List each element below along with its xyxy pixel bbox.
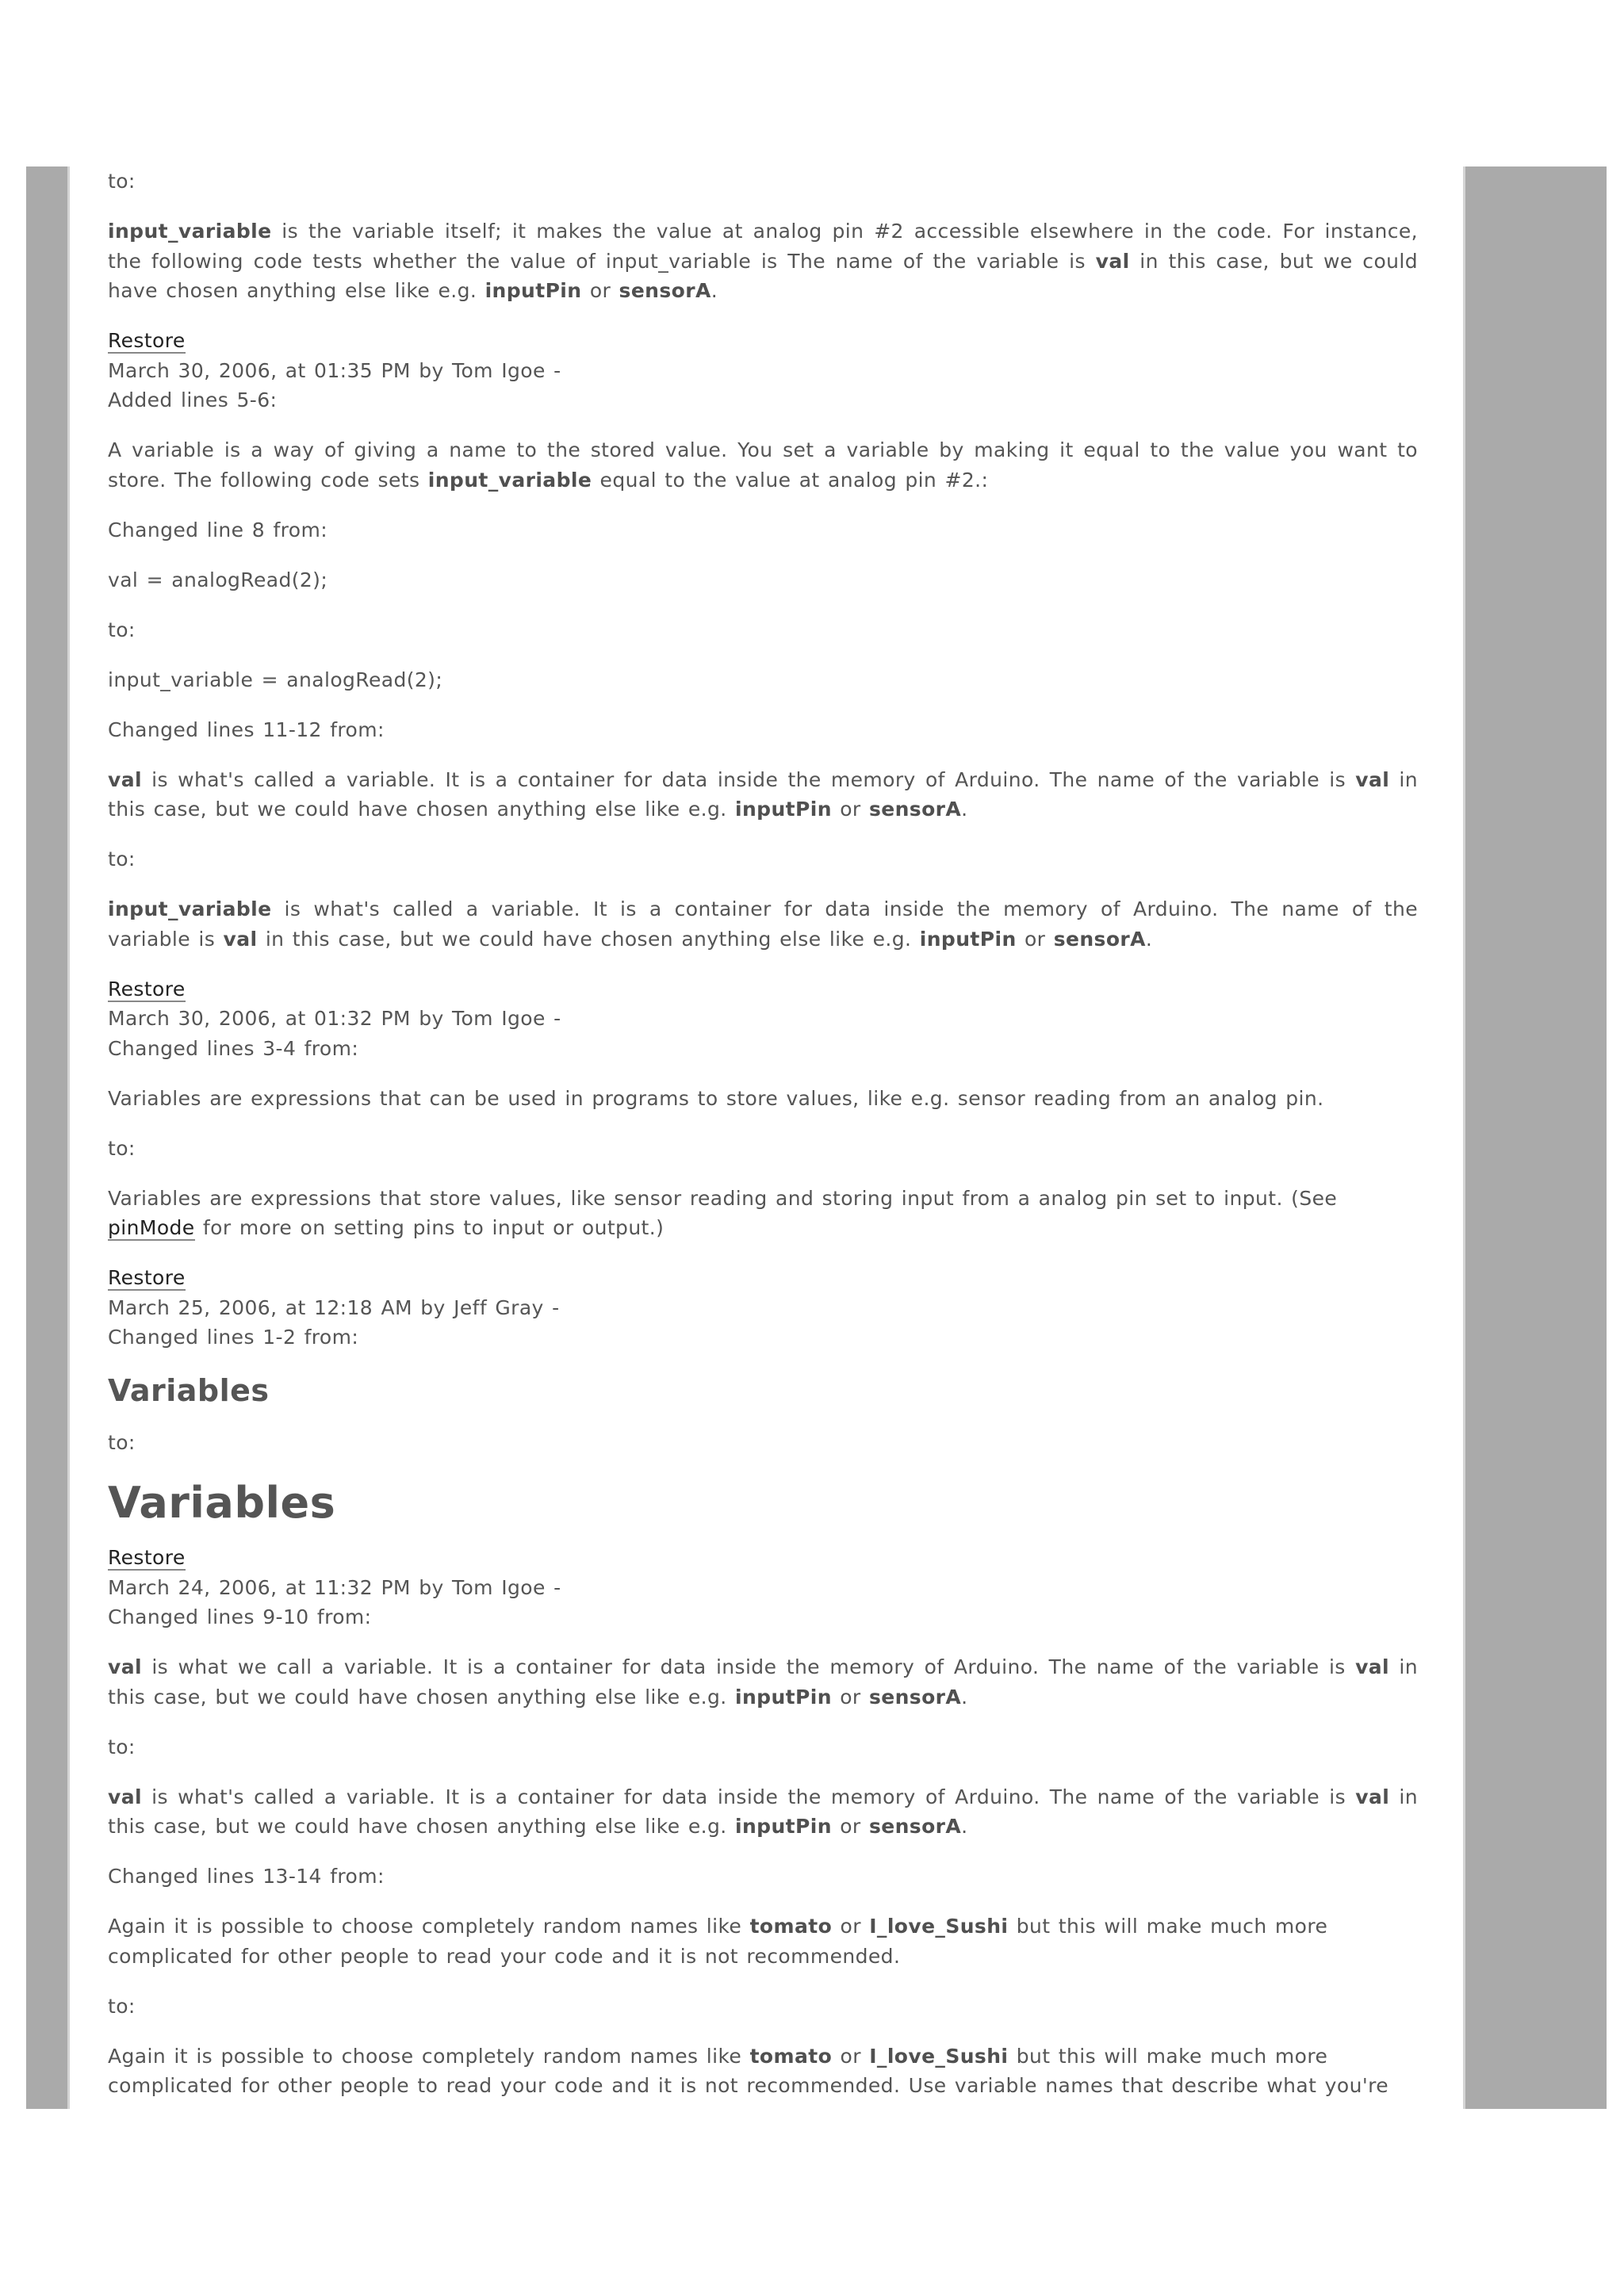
- text-run: is what's called a variable. It is a container for data inside the memory of Arduino. The name of the variable is: [141, 767, 1356, 791]
- text-run: to:: [108, 1994, 136, 2018]
- text-run: or: [1016, 927, 1054, 951]
- inline-link[interactable]: pinMode: [108, 1216, 195, 1239]
- paragraph: [108, 665, 1418, 695]
- text-run: in this case, but we could have chosen anything else like e.g.: [108, 767, 1418, 821]
- text-run: or: [831, 1815, 869, 1838]
- bold-term: val: [1355, 1655, 1390, 1678]
- bold-term: sensorA: [868, 1815, 962, 1838]
- paragraph: [108, 1732, 1418, 1762]
- bold-term: input_variable: [108, 220, 272, 243]
- paragraph: [108, 615, 1418, 645]
- text-run: is the variable itself; it makes the value at analog pin #2 accessible elsewhere in the code. For instance, the following code tests whether the value of input_variable is The name of the variable is: [108, 220, 1418, 273]
- bold-term: sensorA: [868, 798, 962, 821]
- text-run: .: [961, 798, 968, 821]
- right-sidebar-band: [1463, 166, 1607, 2109]
- bold-term: inputPin: [734, 798, 832, 821]
- text-run: is what's called a variable. It is a container for data inside the memory of Arduino. The name of the variable is: [108, 897, 1418, 951]
- paragraph: [108, 2042, 1418, 2101]
- bold-term: tomato: [749, 2044, 833, 2068]
- revision-entry: [108, 326, 1418, 415]
- paragraph: [108, 166, 1418, 197]
- text-run: for more on setting pins to input or output.): [194, 1216, 665, 1239]
- paragraph: [108, 1652, 1418, 1712]
- text-run: in this case, but we could have chosen anything else like e.g.: [108, 1655, 1418, 1709]
- revision-entry: [108, 1543, 1418, 1632]
- paragraph: [108, 1911, 1418, 1971]
- bold-term: val: [108, 1785, 142, 1808]
- text-run: in this case, but we could have chosen anything else like e.g.: [257, 927, 920, 951]
- bold-term: val: [223, 927, 258, 951]
- paragraph: [108, 1184, 1418, 1243]
- text-run: A variable is a way of giving a name to the stored value. You set a variable by making it equal to the value you want to store. The following code sets: [108, 438, 1418, 492]
- page-history-content: [108, 166, 1418, 2109]
- text-run: Variables are expressions that can be used in programs to store values, like e.g. sensor reading from an analog pin.: [108, 1086, 1324, 1110]
- bold-term: I_love_Sushi: [869, 2044, 1009, 2068]
- bold-term: input_variable: [108, 897, 272, 920]
- restore-link[interactable]: Restore: [108, 1266, 186, 1289]
- revision-date: March 24, 2006, at 11:32 PM by Tom Igoe -: [108, 1575, 561, 1599]
- bold-term: input_variable: [427, 468, 592, 492]
- text-run: or: [832, 1915, 870, 1938]
- revision-change: Changed lines 1-2 from:: [108, 1326, 359, 1349]
- text-run: Variables are expressions that store values, like sensor reading and storing input from a analog pin set to input. (See: [108, 1186, 1338, 1210]
- text-run: to:: [108, 170, 136, 193]
- text-run: equal to the value at analog pin #2.:: [592, 468, 989, 492]
- heading-variables-small: Variables: [108, 1373, 270, 1408]
- text-run: .: [961, 1815, 968, 1838]
- text-run: or: [831, 798, 869, 821]
- text-run: to:: [108, 618, 136, 641]
- text-run: to:: [108, 1136, 136, 1160]
- text-run: or: [831, 1685, 869, 1709]
- revision-change: Added lines 5-6:: [108, 388, 278, 411]
- text-run: .: [710, 279, 718, 302]
- bold-term: tomato: [749, 1915, 833, 1938]
- paragraph: [108, 1782, 1418, 1842]
- text-run: val = analogRead(2);: [108, 568, 328, 591]
- heading-variables-large: Variables: [108, 1478, 336, 1528]
- text-run: Changed line 8 from:: [108, 518, 328, 541]
- left-sidebar-band: [26, 166, 70, 2109]
- restore-line: [108, 1263, 1418, 1293]
- restore-link[interactable]: Restore: [108, 329, 186, 352]
- bold-term: inputPin: [734, 1685, 832, 1709]
- restore-link[interactable]: Restore: [108, 1546, 186, 1569]
- text-run: Again it is possible to choose completely random names like: [108, 1915, 750, 1938]
- text-run: Changed lines 13-14 from:: [108, 1865, 385, 1888]
- bold-term: sensorA: [619, 279, 711, 302]
- bold-term: sensorA: [1053, 927, 1146, 951]
- text-run: in this case, but we could have chosen anything else like e.g.: [108, 249, 1418, 302]
- paragraph: [108, 435, 1418, 495]
- text-run: is what's called a variable. It is a container for data inside the memory of Arduino. The name of the variable is: [141, 1785, 1356, 1808]
- text-run: but this will make much more complicated for other people to read your code and it is not recommended.: [108, 1915, 1328, 1968]
- restore-link[interactable]: Restore: [108, 977, 186, 1001]
- paragraph: [108, 1862, 1418, 1892]
- restore-line: [108, 326, 1418, 356]
- text-run: is what we call a variable. It is a container for data inside the memory of Arduino. The name of the variable is: [141, 1655, 1356, 1678]
- text-run: input_variable = analogRead(2);: [108, 668, 443, 691]
- paragraph: [108, 844, 1418, 874]
- bold-term: inputPin: [485, 279, 582, 302]
- text-run: to:: [108, 1431, 136, 1454]
- text-run: or: [832, 2044, 870, 2068]
- revision-date: March 30, 2006, at 01:32 PM by Tom Igoe -: [108, 1007, 561, 1030]
- text-run: .: [1145, 927, 1153, 951]
- revision-change: Changed lines 3-4 from:: [108, 1036, 359, 1060]
- revision-entry: [108, 974, 1418, 1064]
- paragraph: [108, 765, 1418, 825]
- bold-term: sensorA: [868, 1685, 962, 1709]
- bold-term: val: [108, 767, 142, 791]
- bold-term: val: [1355, 767, 1390, 791]
- text-run: to:: [108, 848, 136, 871]
- bold-term: val: [1355, 1785, 1390, 1808]
- paragraph: [108, 216, 1418, 306]
- revision-date: March 30, 2006, at 01:35 PM by Tom Igoe -: [108, 358, 561, 382]
- paragraph: [108, 1992, 1418, 2022]
- restore-line: [108, 1543, 1418, 1573]
- text-run: Changed lines 11-12 from:: [108, 718, 385, 741]
- bold-term: I_love_Sushi: [869, 1915, 1009, 1938]
- paragraph: [108, 715, 1418, 745]
- text-run: or: [581, 279, 619, 302]
- paragraph: [108, 1428, 1418, 1458]
- revision-date: March 25, 2006, at 12:18 AM by Jeff Gray -: [108, 1295, 560, 1319]
- text-run: to:: [108, 1735, 136, 1758]
- restore-line: [108, 974, 1418, 1004]
- bold-term: inputPin: [734, 1815, 832, 1838]
- bold-term: val: [1095, 249, 1130, 273]
- text-run: .: [961, 1685, 968, 1709]
- paragraph: [108, 1134, 1418, 1164]
- revision-change: Changed lines 9-10 from:: [108, 1605, 372, 1628]
- text-run: Again it is possible to choose completely random names like: [108, 2044, 750, 2068]
- paragraph: [108, 1084, 1418, 1114]
- bold-term: val: [108, 1655, 142, 1678]
- paragraph: [108, 515, 1418, 545]
- paragraph: [108, 894, 1418, 954]
- paragraph: [108, 565, 1418, 595]
- text-run: but this will make much more complicated for other people to read your code and it is not recommended. Use variable names that describe what you're: [108, 2044, 1388, 2097]
- revision-entry: [108, 1263, 1418, 1353]
- text-run: in this case, but we could have chosen anything else like e.g.: [108, 1785, 1418, 1838]
- bold-term: inputPin: [919, 927, 1017, 951]
